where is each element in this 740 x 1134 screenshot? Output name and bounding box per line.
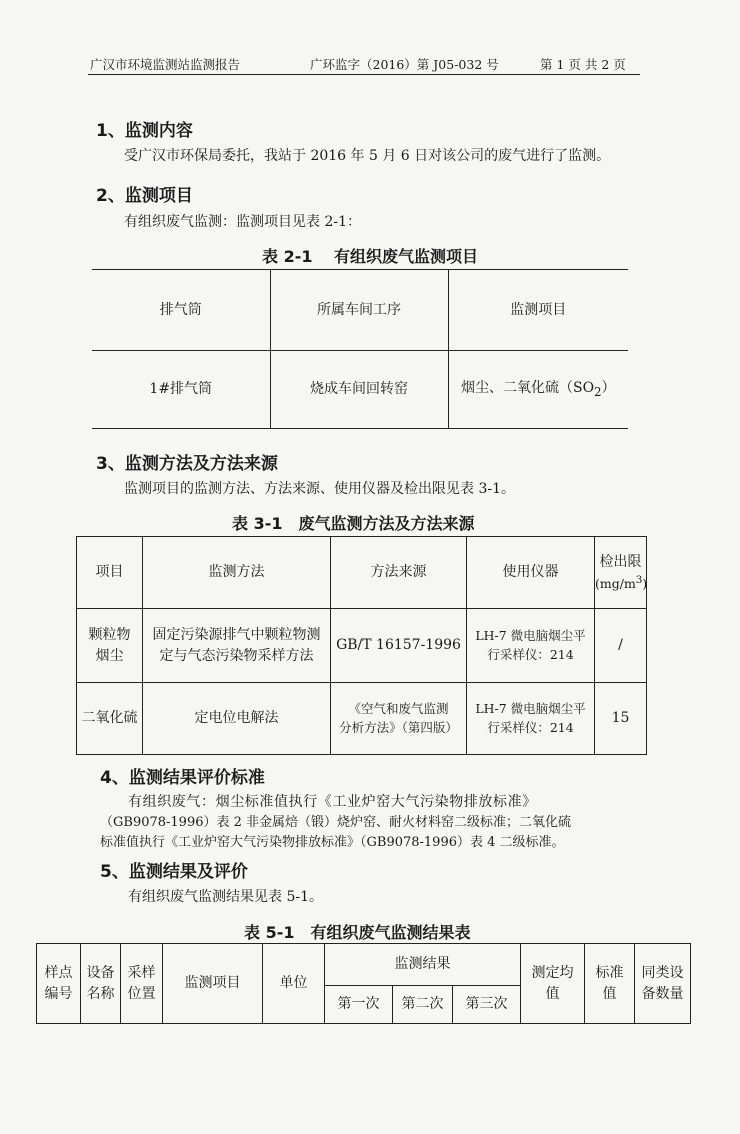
section-3-title: 3、监测方法及方法来源 <box>96 454 278 474</box>
table-header-cell: 监测结果 <box>325 944 521 986</box>
cell-line: 检出限 <box>599 554 642 571</box>
table-2-1-header-row <box>92 270 628 351</box>
cell-line: 编号 <box>44 985 73 1002</box>
cell-line: 采样 <box>127 965 156 982</box>
table-header-cell: 使用仪器 <box>467 537 595 609</box>
table-row <box>92 351 628 429</box>
cell-line: 同类设 <box>641 965 684 982</box>
cell-line: 值 <box>545 985 560 1002</box>
table-row <box>77 609 647 683</box>
table-header-cell: 监测项目 <box>163 944 263 1024</box>
section-5-title: 5、监测结果及评价 <box>100 862 248 882</box>
table-3-1 <box>76 536 647 755</box>
section-4-line-3: 标准值执行《工业炉窑大气污染物排放标准》（GB9078-1996）表 4 二级标准。 <box>100 835 565 850</box>
section-4-title: 4、监测结果评价标准 <box>100 768 265 788</box>
section-2-text: 有组织废气监测：监测项目见表 2-1： <box>124 214 361 230</box>
table-cell <box>143 609 331 683</box>
cell-line: 行采样仪：214 <box>487 646 574 662</box>
table-cell: / <box>595 609 647 683</box>
table-cell <box>467 609 595 683</box>
table-header-cell <box>121 944 163 1024</box>
table-header-cell <box>635 944 691 1024</box>
table-5-1-caption: 表 5-1 有组织废气监测结果表 <box>244 923 471 942</box>
section-2-title: 2、监测项目 <box>96 186 193 206</box>
cell-line: 烟尘 <box>95 647 124 664</box>
table-header-cell: 单位 <box>263 944 325 1024</box>
table-header-cell <box>81 944 121 1024</box>
header-rule <box>88 74 640 75</box>
cell-line: 行采样仪：214 <box>487 719 574 735</box>
table-header-cell: 监测项目 <box>448 270 628 351</box>
cell-line: 标准 <box>595 965 624 982</box>
table-cell <box>467 683 595 755</box>
header-left: 广汉市环境监测站监测报告 <box>90 57 241 72</box>
table-header-cell <box>595 537 647 609</box>
table-cell: 定电位电解法 <box>143 683 331 755</box>
cell-text: 烟尘、二氧化硫（SO <box>461 380 595 397</box>
section-4-line-2: （GB9078-1996）表 2 非金属焙（锻）烧炉窑、耐火材料窑二级标准；二氧化硫 <box>100 815 572 830</box>
cell-line: LH-7 微电脑烟尘平 <box>475 628 586 644</box>
table-header-cell: 第三次 <box>453 986 521 1024</box>
table-2-1-caption: 表 2-1 有组织废气监测项目 <box>262 247 479 266</box>
table-cell: 1#排气筒 <box>92 351 270 429</box>
table-cell <box>331 683 467 755</box>
cell-line: 位置 <box>127 985 156 1002</box>
table-cell <box>77 609 143 683</box>
table-header-cell: 排气筒 <box>92 270 270 351</box>
table-header-cell: 所属车间工序 <box>270 270 448 351</box>
cell-text: (mg/m <box>595 575 636 591</box>
cell-line: 设备 <box>86 965 115 982</box>
table-header-cell: 第一次 <box>325 986 393 1024</box>
cell-text: ) <box>642 575 648 591</box>
table-header-cell: 第二次 <box>393 986 453 1024</box>
table-5-1-header-row <box>37 944 691 986</box>
section-5-text: 有组织废气监测结果见表 5-1。 <box>128 889 323 905</box>
table-cell: 烧成车间回转窑 <box>270 351 448 429</box>
table-3-1-header-row <box>77 537 647 609</box>
cell-line: 颗粒物 <box>88 627 131 644</box>
table-cell: 15 <box>595 683 647 755</box>
cell-line: 分析方法》（第四版） <box>339 719 458 735</box>
table-header-cell <box>37 944 81 1024</box>
cell-line: 样点 <box>44 965 73 982</box>
header-right: 第 1 页 共 2 页 <box>540 57 626 72</box>
cell-line: 测定均 <box>531 965 574 982</box>
table-5-1 <box>36 943 691 1024</box>
section-1-text: 受广汉市环保局委托，我站于 2016 年 5 月 6 日对该公司的废气进行了监测。 <box>124 148 611 164</box>
section-3-text: 监测项目的监测方法、方法来源、使用仪器及检出限见表 3-1。 <box>124 481 515 497</box>
cell-line: LH-7 微电脑烟尘平 <box>475 701 586 717</box>
subscript: 2 <box>594 384 602 399</box>
cell-line: 值 <box>602 985 617 1002</box>
superscript: 3 <box>635 573 643 586</box>
table-3-1-caption: 表 3-1 废气监测方法及方法来源 <box>232 514 475 533</box>
header-center: 广环监字（2016）第 J05-032 号 <box>310 57 499 72</box>
cell-text: ） <box>601 380 616 397</box>
cell-line: 固定污染源排气中颗粒物测 <box>152 627 321 644</box>
cell-line: 名称 <box>86 985 115 1002</box>
table-header-cell <box>521 944 585 1024</box>
table-2-1 <box>92 269 628 429</box>
cell-line: 备数量 <box>641 985 684 1002</box>
table-header-cell: 监测方法 <box>143 537 331 609</box>
cell-line: 《空气和废气监测 <box>348 701 449 717</box>
section-4-line-1: 有组织废气：烟尘标准值执行《工业炉窑大气污染物排放标准》 <box>128 794 537 810</box>
table-row <box>77 683 647 755</box>
cell-line: 定与气态污染物采样方法 <box>159 647 314 664</box>
table-header-cell: 方法来源 <box>331 537 467 609</box>
table-cell: 二氧化硫 <box>77 683 143 755</box>
cell-line <box>595 573 646 593</box>
table-cell: GB/T 16157-1996 <box>331 609 467 683</box>
table-header-cell <box>585 944 635 1024</box>
table-header-cell: 项目 <box>77 537 143 609</box>
table-cell <box>448 351 628 429</box>
section-1-title: 1、监测内容 <box>96 121 193 141</box>
